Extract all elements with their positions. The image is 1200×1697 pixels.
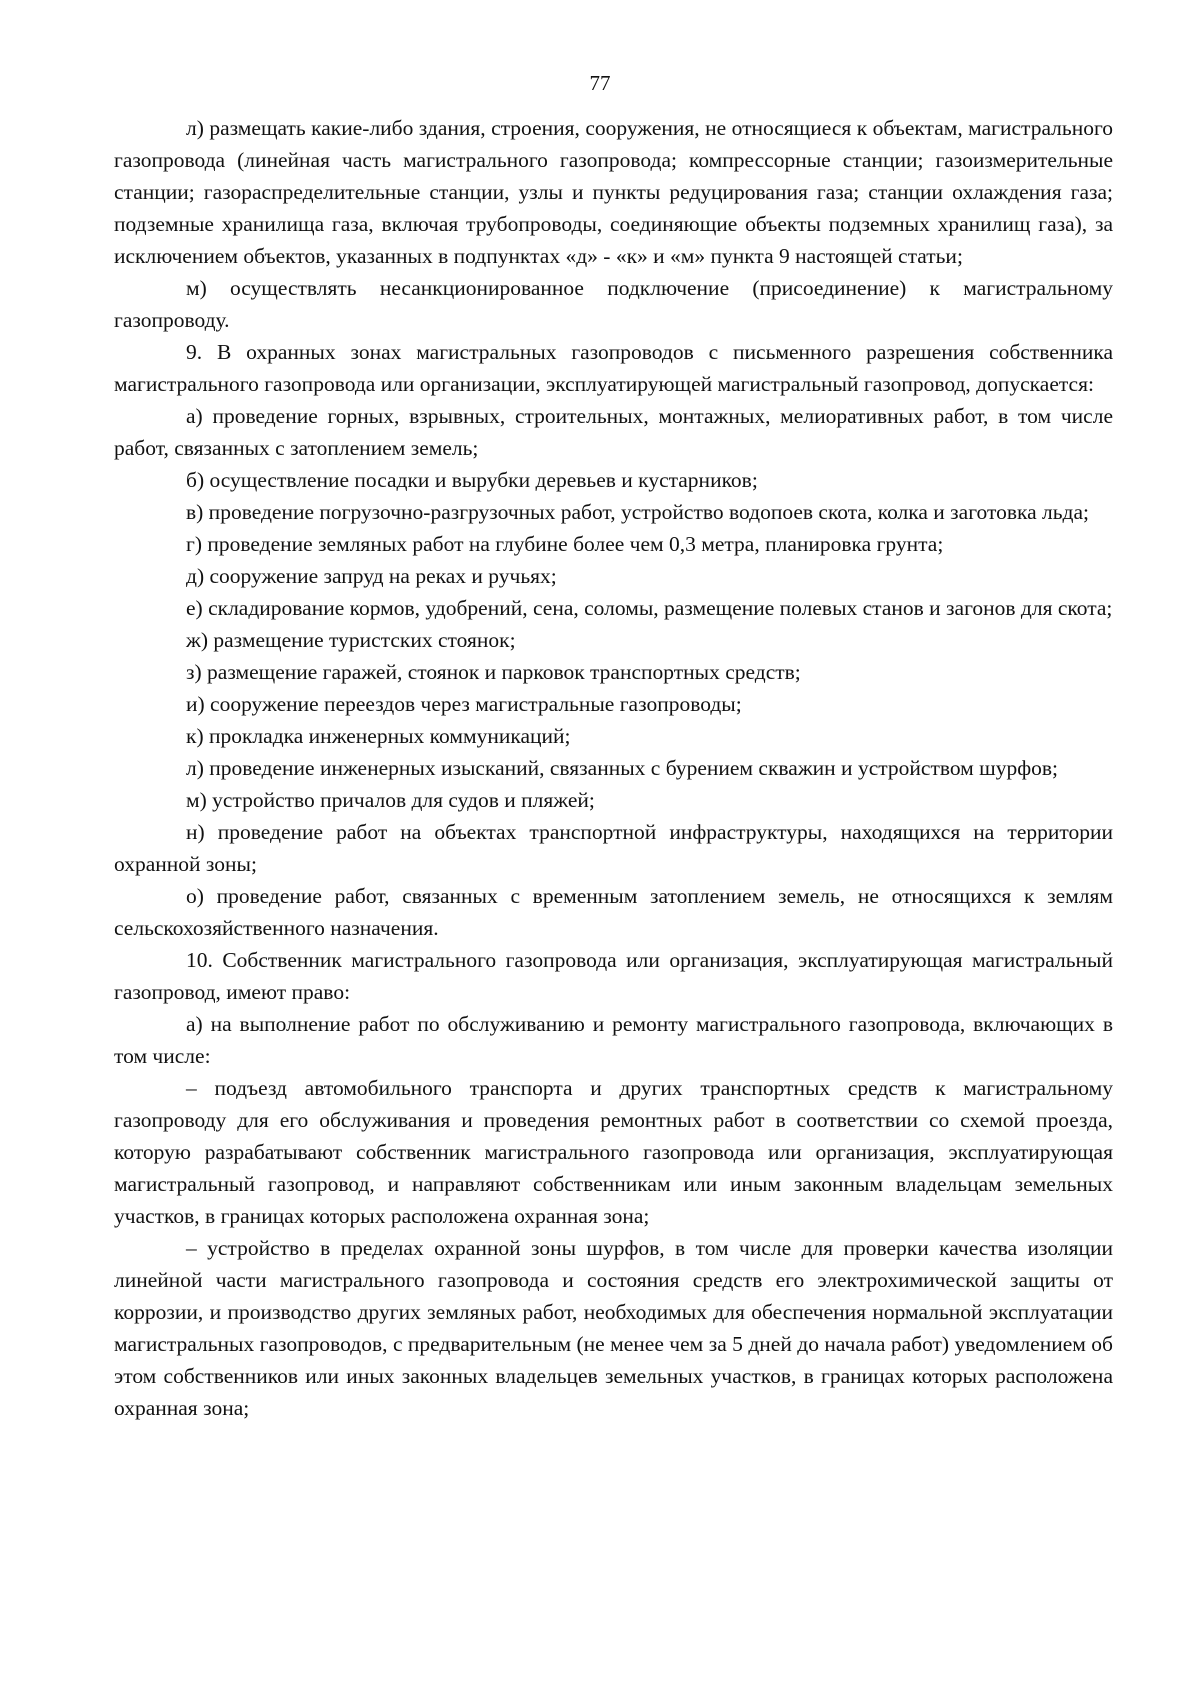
paragraph-v-loading-works: в) проведение погрузочно-разгрузочных работ, устройство водопоев скота, колка и заготовка льда;	[186, 500, 1090, 524]
paragraph-k-utilities: к) прокладка инженерных коммуникаций;	[186, 724, 571, 748]
paragraph-g-earth-works: г) проведение земляных работ на глубине более чем 0,3 метра, планировка грунта;	[186, 532, 944, 556]
paragraph-a-maintenance: а) на выполнение работ по обслуживанию и ремонту магистрального газопровода, включающих в том числе:	[114, 1012, 1113, 1068]
paragraph-e-feed-storage: е) складирование кормов, удобрений, сена, соломы, размещение полевых станов и загонов для скота;	[186, 596, 1113, 620]
paragraph-l-prohibition-buildings: л) размещать какие-либо здания, строения, сооружения, не относящиеся к объектам, магистрального газопровода (линейная часть магистрального газопровода; компрессорные станции; газоизмерительные станции; газораспределительные станции, узлы и пункты редуцирования газа; станции охлаждения газа; подземные хранилища газа, включая трубопроводы, соединяющие объекты подземных хранилищ газа), за исключением объектов, указанных в подпунктах «д» - «к» и «м» пункта 9 настоящей статьи;	[114, 116, 1113, 268]
paragraph-dash-pits: – устройство в пределах охранной зоны шурфов, в том числе для проверки качества изоляции линейной части магистрального газопровода и состояния средств его электрохимической защиты от коррозии, и производство других земляных работ, необходимых для обеспечения нормальной эксплуатации магистральных газопроводов, с предварительным (не менее чем за 5 дней до начала работ) уведомлением об этом собственников или иных законных владельцев земельных участков, в границах которых расположена охранная зона;	[114, 1236, 1113, 1420]
paragraph-i-crossings: и) сооружение переездов через магистральные газопроводы;	[186, 692, 742, 716]
paragraph-10-owner-rights: 10. Собственник магистрального газопровода или организация, эксплуатирующая магистральный газопровод, имеют право:	[114, 948, 1113, 1004]
paragraph-o-flooding-works: о) проведение работ, связанных с временным затоплением земель, не относящихся к землям сельскохозяйственного назначения.	[114, 884, 1113, 940]
paragraph-n-transport-works: н) проведение работ на объектах транспортной инфраструктуры, находящихся на территории охранной зоны;	[114, 820, 1113, 876]
paragraph-b-planting: б) осуществление посадки и вырубки деревьев и кустарников;	[186, 468, 758, 492]
document-body	[114, 112, 1113, 1424]
paragraph-l-surveys: л) проведение инженерных изысканий, связанных с бурением скважин и устройством шурфов;	[186, 756, 1059, 780]
paragraph-9-permitted-activities: 9. В охранных зонах магистральных газопроводов с письменного разрешения собственника магистрального газопровода или организации, эксплуатирующей магистральный газопровод, допускается:	[114, 340, 1113, 396]
paragraph-m-prohibition-connection: м) осуществлять несанкционированное подключение (присоединение) к магистральному газопроводу.	[114, 276, 1113, 332]
paragraph-dash-vehicle-access: – подъезд автомобильного транспорта и других транспортных средств к магистральному газопроводу для его обслуживания и проведения ремонтных работ в соответствии со схемой проезда, которую разрабатывают собственник магистрального газопровода или организация, эксплуатирующая магистральный газопровод, и направляют собственникам или иным законным владельцам земельных участков, в границах которых расположена охранная зона;	[114, 1076, 1113, 1228]
paragraph-d-dams: д) сооружение запруд на реках и ручьях;	[186, 564, 557, 588]
paragraph-m-piers: м) устройство причалов для судов и пляжей;	[186, 788, 595, 812]
paragraph-zh-tourist-camps: ж) размещение туристских стоянок;	[186, 628, 516, 652]
page-number: 77	[589, 71, 611, 95]
paragraph-z-garages: з) размещение гаражей, стоянок и парковок транспортных средств;	[186, 660, 801, 684]
paragraph-a-mining-works: а) проведение горных, взрывных, строительных, монтажных, мелиоративных работ, в том числе работ, связанных с затоплением земель;	[114, 404, 1113, 460]
